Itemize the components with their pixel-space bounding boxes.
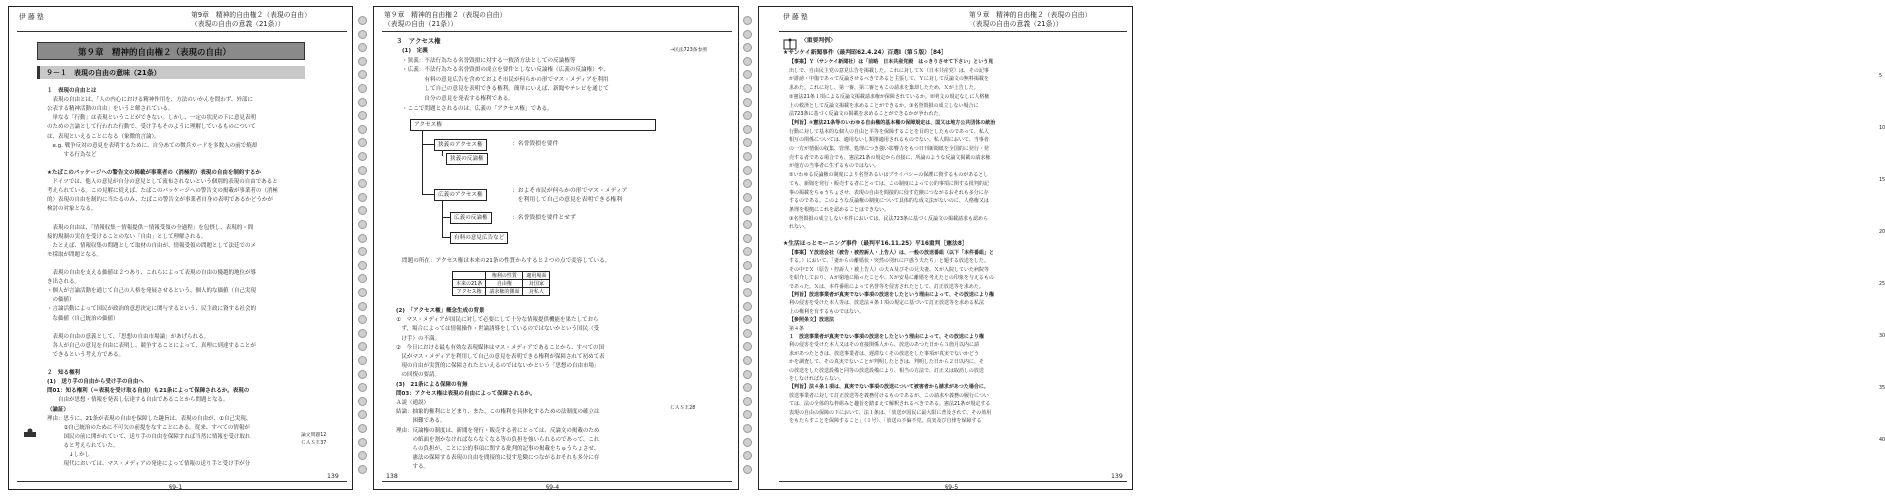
left-text-line: e.g. 戦争反対の意見を表明するために、自分あての徴兵カードを多数人の前で焼却 <box>47 142 258 149</box>
middle-text-line: 結論：抽象的権利にとどまり、また、この権利を具体化するための法制度の確立は <box>396 409 600 416</box>
middle-text-line: 民がマス・メディアを利用して自己の意見を表明できる権利が保障されて初めて表 <box>396 354 605 360</box>
left-text-line: ２ 知る権利 <box>47 370 81 377</box>
tree-branch-narrow <box>422 144 434 145</box>
tree-broad-child-1-desc: ：名誉毀損を要件とせず <box>512 215 576 221</box>
table-header-cell: 適用場面 <box>523 272 550 280</box>
table-cell: 対私人 <box>523 288 550 296</box>
middle-text-line: して自己の意見を表明できる権利。簡単にいえば、新聞やテレビを通じて <box>402 86 609 93</box>
middle-text-line: け手）の不満。 <box>396 335 441 342</box>
binder-ring <box>743 206 752 215</box>
left-sub-header: （表現の自由の意義（21条）） <box>191 20 285 28</box>
right-text-line: 出しで、自由民主党の意見広告を掲載した。これに対してＸ（日本共産党）は、その記事 <box>789 67 989 74</box>
right-case2-title: ★生活ほっとモーニング事件（最判平16.11.25）平16重判［憲法8］ <box>783 241 968 247</box>
left-text-line: ・個人が言論活動を通じて自己の人格を発展させるという、個人的な価値（自己実現 <box>47 288 257 295</box>
binder-ring <box>358 356 367 365</box>
left-page-number: 139 <box>327 473 339 480</box>
middle-text-line: ・広義：不法行為たる名誉毀損の成立を要件としない反論権（広義の反論権）や、 <box>402 67 609 74</box>
right-text-line: 【参照条文】放送法 <box>789 317 835 324</box>
left-text-line: する行為など <box>47 151 97 158</box>
tree-broad-child-2: 有料の意見広告など <box>450 232 508 244</box>
middle-page <box>373 6 739 490</box>
right-header-rule <box>779 31 1127 32</box>
right-text-line: 上の救済として反論文掲載を求めることができるか。③名誉毀損の成立しない場合に <box>789 102 979 109</box>
table-header-cell <box>453 272 486 280</box>
binder-ring <box>358 220 367 229</box>
left-text-line: ★たばこのパッケージへの警告文の掲載が事業者の（消極的）表現の自由を制約するか <box>47 169 261 176</box>
left-text-line: のための言論として行われた行動で、受け手もそのように理解しているものについて <box>47 124 256 131</box>
binder-ring <box>358 43 367 52</box>
middle-margin-note: ＣＡＳＥ28 <box>670 406 696 411</box>
right-text-line: １ 放送事業者が真実でない事項の放送をしたという理由によって、その放送により権 <box>789 334 984 340</box>
binder-ring <box>743 356 752 365</box>
binder-ring <box>743 152 752 161</box>
table-row <box>453 288 550 296</box>
middle-text-line: (1) 定義 <box>402 48 428 54</box>
right-case-label: 〈重要判例〉 <box>801 38 836 44</box>
right-text-line: 【判旨】法４条１項は、真実でない事項の放送について被害者から請求があつた場合に、 <box>789 384 989 391</box>
middle-text-line: 現の自由が実質的に保障されたといえるのではないかという「思想の自由市場」 <box>396 363 600 370</box>
middle-folio: §9-4 <box>546 484 560 491</box>
left-text-line: き出される。 <box>47 279 81 286</box>
middle-page-number: 138 <box>386 473 398 480</box>
right-text-line: 利の侵害を受けた本人等は、放送法４条１項の規定に基づいて訂正放送等を求める私法 <box>789 300 985 307</box>
binder-ring <box>743 438 752 447</box>
right-text-line: 表現の自由の保障の下において、法１条は、「放送が国民に最大限に普及されて、その効用 <box>789 409 992 416</box>
middle-sub-header: （表現の自由（21条）） <box>384 20 458 28</box>
left-text-line: 考えられている。この見解に従えば、たばこのパッケージへの警告文の掲載が事業者の（消極 <box>47 188 278 195</box>
binder-ring <box>358 329 367 338</box>
right-folio: §9-5 <box>945 484 959 491</box>
left-text-line: 接的規制の実在を受けることのない「自由」として理解される。 <box>47 233 207 240</box>
binder-ring <box>743 342 752 351</box>
binder-ring <box>743 288 752 297</box>
right-text-line: 相互の関係については、適用ないし類推適用されるものでない。私人間において、当事者 <box>789 137 989 144</box>
binder-ring <box>358 125 367 134</box>
left-text-line: の価値） <box>47 297 75 304</box>
right-text-line: その中でＸ（原告・控訴人・被上告人）の夫Ａ及びその兄夫妻、Ｘが入院していた病院等 <box>789 266 990 273</box>
left-text-line: 公表する精神活動の自由」をいうと解されている。 <box>47 106 174 113</box>
right-text-line: ては、法の全体的な枠組みと趣旨を踏まえて解釈されるべきである。憲法21条が規定する <box>789 401 991 408</box>
left-section-banner <box>37 66 305 79</box>
table-cell: 本来の21条 <box>453 280 486 288</box>
middle-text-line: ② 今日における最も有効な表現媒体はマス・メディアであることから、すべての国 <box>396 344 605 351</box>
left-text-line: 各人が自己の意見を自由に表明し、競争することによって、真理に到達することが <box>47 342 256 349</box>
middle-text-line: の紙面を割かなければならなくなる等の負担を強いられるのであって、これ <box>396 436 600 443</box>
right-text-line: 求めた。これに対し、第一審、第二審ともこの請求を棄却したため、Ｘが上告した。 <box>789 85 979 92</box>
left-text-line: ドイツでは、他人の意見が自分の意見として流布されないという個別的表現の自由であると <box>47 179 278 185</box>
right-case1-title: ★サンケイ新聞事件（最判昭62.4.24）百選Ⅰ（第５版）［84］ <box>783 50 947 56</box>
binder-ring <box>358 370 367 379</box>
binder-ring <box>743 166 752 175</box>
table-cell: 自由権 <box>486 280 523 288</box>
binder-ring <box>358 410 367 419</box>
line-number: 10 <box>1879 126 1885 131</box>
binder-ring <box>358 247 367 256</box>
binder-ring <box>358 16 367 25</box>
line-number: 40 <box>1879 438 1885 443</box>
binder-ring <box>743 43 752 52</box>
right-text-line: をもたらすことを保障すること」（１号）、「放送の不偏不党、真実及び自律を保障する <box>789 418 982 424</box>
binder-ring <box>358 261 367 270</box>
binder-ring <box>358 342 367 351</box>
binder-ring <box>743 383 752 392</box>
binder-ring <box>743 302 752 311</box>
right-text-line: 【事案】Ｙ放送会社（被告・被控訴人・上告人）は、一般の放送番組（以下「本件番組」と <box>789 250 995 256</box>
binder-ring <box>358 152 367 161</box>
middle-text-line: 理由：反論権の制度は、新聞を発行・販売する者にとっては、反論文の掲載のため <box>396 427 600 434</box>
teacher-icon <box>23 428 37 438</box>
middle-text-line: (3) 21条による保障の有無 <box>396 381 468 388</box>
right-text-line: をしなければならない。 <box>789 376 845 382</box>
left-text-line: ると考えられていた。 <box>47 442 119 449</box>
left-margin-note-2: ＣＡＳＥ37 <box>301 441 327 446</box>
binder-ring <box>743 70 752 79</box>
left-text-line: 表現の自由の意義として、「思想の自由市場論」があげられる。 <box>47 333 210 340</box>
line-number: 25 <box>1879 282 1885 287</box>
binder-ring <box>743 397 752 406</box>
middle-text-line: 困難である。 <box>396 418 446 425</box>
left-text-line: 表現の自由とは、「人の内心における精神作用を、方法のいかんを問わず、外部に <box>47 97 253 104</box>
binder-ring <box>743 16 752 25</box>
table-cell: 請求権的側面 <box>486 288 523 296</box>
right-page <box>758 6 1885 491</box>
binder-ring <box>743 138 752 147</box>
binder-ring <box>358 138 367 147</box>
binder-ring <box>743 410 752 419</box>
access-rights-table <box>452 271 550 296</box>
left-text-line: （論証） <box>47 406 70 413</box>
binder-ring <box>358 465 367 474</box>
binder-ring <box>743 274 752 283</box>
binder-ring <box>358 451 367 460</box>
right-author: 伊 藤 塾 <box>783 13 808 21</box>
left-text-line: ・言論活動によって国民が政治的意思決定に関与するという、民主政に資する社会的 <box>47 306 257 313</box>
binder-ring <box>743 465 752 474</box>
binder-ring <box>743 111 752 120</box>
left-text-line: 単なる「行動」は表現ということができない。しかし、一定の状況の下に意見表明 <box>47 115 257 122</box>
right-text-line: する。）において、「妻からの離婚状・突然の別れに戸惑う夫たち」と題する放送をした。 <box>789 258 989 265</box>
binder-ring <box>358 302 367 311</box>
binder-ring <box>358 315 367 324</box>
left-chapter-title: 第９章 精神的自由権２（表現の自由） <box>78 48 232 58</box>
binder-ring <box>743 261 752 270</box>
left-text-line: 表現の自由を支える価値は２つあり、これらによって表現の自由の優越的地位が導 <box>47 270 257 276</box>
right-text-line: 第４条 <box>789 325 805 332</box>
tree-root: アクセス権 <box>410 119 656 131</box>
binder-ring <box>358 57 367 66</box>
middle-text-line: ・ここで問題とされるのは、広義の「アクセス権」である。 <box>402 105 553 112</box>
tree-broad-child-1: 広義の反論権 <box>450 212 492 224</box>
binder-ring <box>743 220 752 229</box>
binder-ring <box>743 424 752 433</box>
table-cell: アクセス権 <box>453 288 486 296</box>
right-text-line: が他方の当事者に生ずるものではない。 <box>789 163 880 170</box>
middle-footer-rule <box>382 481 732 482</box>
left-text-line: 表現の自由は、「情報収集－情報提供－情報受領の全過程」を包摂し、表現的・間 <box>47 224 254 231</box>
tree-branch-broad <box>422 194 434 195</box>
right-text-line: ③名誉毀損の成立しない本件においては、民法723条に基づく反論文の掲載請求も認めら <box>789 215 989 222</box>
right-text-line: 【事案】Ｙ（サンケイ新聞社）は「前略 日本共産党殿 はっきりさせて下さい」という見 <box>789 59 994 65</box>
right-footer-rule <box>779 481 1127 482</box>
middle-text-line: ず、場合によっては情報操作・世論誘導をしているのではないかという国民（受 <box>396 326 600 333</box>
binder-ring <box>743 451 752 460</box>
left-text-line: ②自己統治のために不可欠の前提をなすことにある。従来、すべての情報が <box>47 424 250 431</box>
right-text-line: 上の権利を有するものではない。 <box>789 308 865 315</box>
binder-ring <box>743 315 752 324</box>
right-text-line: の一方が情報の収集、管理、処理につき強い影響力をもつ日刊新聞紙を全国的に発行・発 <box>789 146 989 152</box>
left-section-title: ９－１ 表現の自由の意味（21条） <box>46 69 161 77</box>
right-text-line: を紹介しており、Ａが窮地に陥ったことや、Ｘが安易に離婚を考えたとの印象を与えるもの <box>789 275 994 282</box>
binder-ring <box>743 98 752 107</box>
middle-heading: ３ アクセス権 <box>396 37 441 45</box>
left-text-line: ↓しかし <box>47 452 91 458</box>
middle-text-line: らの負担が、ことに公的事項に関する批判的記事の掲載をちゅうちょさせ、 <box>396 446 600 452</box>
tree-broad-stem <box>442 200 443 238</box>
middle-text-line: 有料の意見広告を含めておよそ市民が何らかの形でマス・メディアを利用 <box>402 76 609 83</box>
left-text-line: 検討の対象となる。 <box>47 206 97 213</box>
right-text-line: するのである。このような反論権の制度について具体的な成文法がないのに、人格権又は <box>789 198 989 205</box>
binder-ring <box>358 288 367 297</box>
binder-ring <box>358 84 367 93</box>
right-text-line: 行動に対して基本的な個人の自由と平等を保障することを目的としたものであって、私人 <box>789 128 989 135</box>
binder-ring <box>743 234 752 243</box>
tree-narrow-stem <box>442 150 443 156</box>
table-header-cell: 権利の性質 <box>486 272 523 280</box>
line-number: 20 <box>1879 230 1885 235</box>
binder-ring <box>358 206 367 215</box>
right-text-line: 求があつたときは、放送事業者は、遅滞なくその放送をした事項が真実でないかどう <box>789 350 980 357</box>
left-text-line: たとえば、情報収集の問題として取材の自由が、情報受領の問題として法廷でのメ <box>47 242 257 249</box>
middle-chapter-header: 第９章 精神的自由権２（表現の自由） <box>384 11 507 19</box>
binder-ring <box>358 424 367 433</box>
binder-ring <box>743 329 752 338</box>
right-page-number: 139 <box>1111 473 1123 480</box>
left-text-line: １ 表現の自由とは <box>47 88 97 94</box>
left-folio: §9-1 <box>169 484 183 491</box>
binder-ring <box>743 84 752 93</box>
right-text-line: 法723条に基づく反論文の掲載を求めることができるかが争われた。 <box>789 111 944 118</box>
tree-broad: 広義のアクセス権 <box>434 189 487 201</box>
right-text-line: れない。 <box>789 224 810 231</box>
right-text-line: 放送事業者に対して訂正放送等を義務付けるものであるが、この請求や義務の履行につい <box>789 392 989 399</box>
right-text-line: 利の侵害を受けた本人又はその直接関係人から、放送のあつた日から３箇月以内に請 <box>789 342 980 349</box>
left-text-line: できるという考え方である。 <box>47 351 125 358</box>
tree-narrow-child: 狭義の反論権 <box>446 153 488 165</box>
right-chapter-header: 第９章 精神的自由権２（表現の自由） <box>969 11 1092 19</box>
left-text-line: 現代においては、マス・メディアの発達によって情報の送り手と受け手が分 <box>47 461 251 468</box>
binder-ring <box>358 397 367 406</box>
left-text-line: 理由：思うに、21条が表現の自由を保障した趣旨は、表現の自由が、①自己実現、 <box>47 415 252 422</box>
binder-ring <box>358 70 367 79</box>
line-number: 35 <box>1879 386 1885 391</box>
middle-text-line: 問題の所在：アクセス権は本来の21条の性質からすると２つの点で変容している。 <box>402 258 611 264</box>
binder-ring <box>358 30 367 39</box>
table-cell: 対国家 <box>523 280 550 288</box>
binder-ring <box>358 98 367 107</box>
tree-broad-desc-2: を利用して自己の意見を表明できる権利 <box>512 197 623 203</box>
tree-narrow: 狭義のアクセス権 <box>434 139 487 151</box>
right-text-line: 売する者である場合でも、憲法21条の規定から直接に、所論のような反論文掲載の請求権 <box>789 154 991 161</box>
left-text-line: 問01：知る権利（＝表現を受け取る自由）も21条によって保障されるか。表現の <box>47 388 250 395</box>
right-text-line: ても、新聞を発行・販売する者にとっては、この制度によって公的事項に関する批判的記 <box>789 180 989 187</box>
binder-ring <box>358 234 367 243</box>
right-text-line: 【判旨】放送事業者が真実でない事項の放送をしたという理由によって、その放送により権 <box>789 292 994 298</box>
table-row <box>453 280 550 288</box>
binder-ring <box>743 125 752 134</box>
tree-branch-broad-2 <box>442 237 450 238</box>
right-text-line: ②憲法21条１項による反論文掲載請求権が保障されているか。②明文の規定なしに人格権 <box>789 93 990 100</box>
middle-text-line: (2) 「アクセス権」概念生成の背景 <box>396 308 485 314</box>
right-text-line: かを調査して、その真実でないことが判明したときは、判明した日から２日以内に、そ <box>789 359 984 366</box>
line-number: 5 <box>1879 74 1883 79</box>
left-text-line: モ採取が問題となる。 <box>47 251 103 258</box>
binder-ring <box>358 383 367 392</box>
middle-text-line: する。 <box>396 464 430 471</box>
left-text-line: 自由が思想・情報を発表し伝達する自由であることから問題となる。 <box>47 397 229 404</box>
middle-text-line: 自分の意見を発表する権利である。 <box>402 96 514 102</box>
binder-ring <box>743 193 752 202</box>
left-icon <box>23 423 37 433</box>
middle-header-rule <box>382 31 732 32</box>
left-margin-note-1: 論文問題12 <box>301 433 327 438</box>
right-text-line: 条理を根拠にこれを認めることはできない。 <box>789 206 890 213</box>
right-text-line: の放送をした放送設備と同等の放送設備により、相当の方法で、訂正又は取消しの放送 <box>789 367 984 374</box>
tree-narrow-desc: ：名誉毀損を要件 <box>512 141 559 147</box>
binder-ring <box>358 274 367 283</box>
binder-ring <box>743 30 752 39</box>
left-footer-rule <box>17 481 347 482</box>
binder-ring <box>358 438 367 447</box>
left-text-line: は、表現といえることになる（象徴的言論）。 <box>47 133 160 140</box>
binder-ring <box>743 179 752 188</box>
tree-branch-broad-1 <box>442 217 450 218</box>
binder-ring <box>358 179 367 188</box>
binder-ring <box>358 166 367 175</box>
middle-side-note: →民法723条参照 <box>670 48 708 53</box>
middle-text-line: の回復の要請。 <box>396 372 441 379</box>
middle-text-line: 問03：アクセス権は表現の自由によって保障されるか。 <box>396 390 536 397</box>
left-text-line: 的）表現の自由を制約に当たるのみ、たばこの警告文が事業者自身の表明であるかどうかが <box>47 197 273 204</box>
binder-ring <box>743 370 752 379</box>
right-text-line: であった。Ｘは、本件番組によって名誉等を侵害されたとして、訂正放送等を求めた。 <box>789 283 984 290</box>
left-page <box>8 6 353 490</box>
middle-text-line: ・狭義：不法行為たる名誉毀損に対する一救済方法としての反論権等 <box>402 57 576 64</box>
tree-broad-desc-1: ：およそ市民が何らかの形でマス・メディア <box>512 188 628 194</box>
right-sub-header: （表現の自由の意義（21条）） <box>969 20 1063 28</box>
left-text-line: (1) 送り手の自由から受け手の自由へ <box>47 379 144 386</box>
binder-ring <box>743 57 752 66</box>
tree-trunk <box>422 130 423 194</box>
right-text-line: 事の掲載をちゅうちょさせ、表現の自由を間接的に侵す危険につながるおそれも多分に存 <box>789 189 989 196</box>
middle-text-line: Ａ説（通説） <box>396 400 430 406</box>
line-number: 30 <box>1879 334 1885 339</box>
binder-ring <box>743 247 752 256</box>
left-header-rule <box>17 31 347 32</box>
left-author: 伊 藤 塾 <box>19 13 44 21</box>
left-text-line: 国民の前に開かれていて、送り手の自由を保障すれば当然に情報を受け取れ <box>47 433 251 440</box>
middle-text-line: ① マス・メディアが国民に対して必要にして十分な情報提供機能を果たしておら <box>396 317 599 324</box>
line-number: 15 <box>1879 178 1885 183</box>
left-text-line: な価値（自己統治の価値） <box>47 315 119 322</box>
binder-ring <box>358 111 367 120</box>
right-text-line: ②いわゆる反論権の制度により名誉あるいはプライバシーの保護に資するものがあるとし <box>789 172 989 179</box>
right-text-line: が誹謗・中傷であって反論させるべきであると主張して、Ｙに対して反論文の無料掲載を <box>789 76 989 83</box>
left-chapter-header: 第9章 精神的自由権２（表現の自由） <box>191 11 311 19</box>
middle-text-line: 憲法の保障する表現の自由を間接的に侵す危険につながるおそれも多分に存 <box>396 455 600 462</box>
binder-ring <box>358 193 367 202</box>
right-text-line: 【判旨】①憲法21条等のいわゆる自由権的基本権の保障規定は、国又は地方公共団体の統治 <box>789 119 996 126</box>
left-chapter-banner <box>37 42 305 60</box>
